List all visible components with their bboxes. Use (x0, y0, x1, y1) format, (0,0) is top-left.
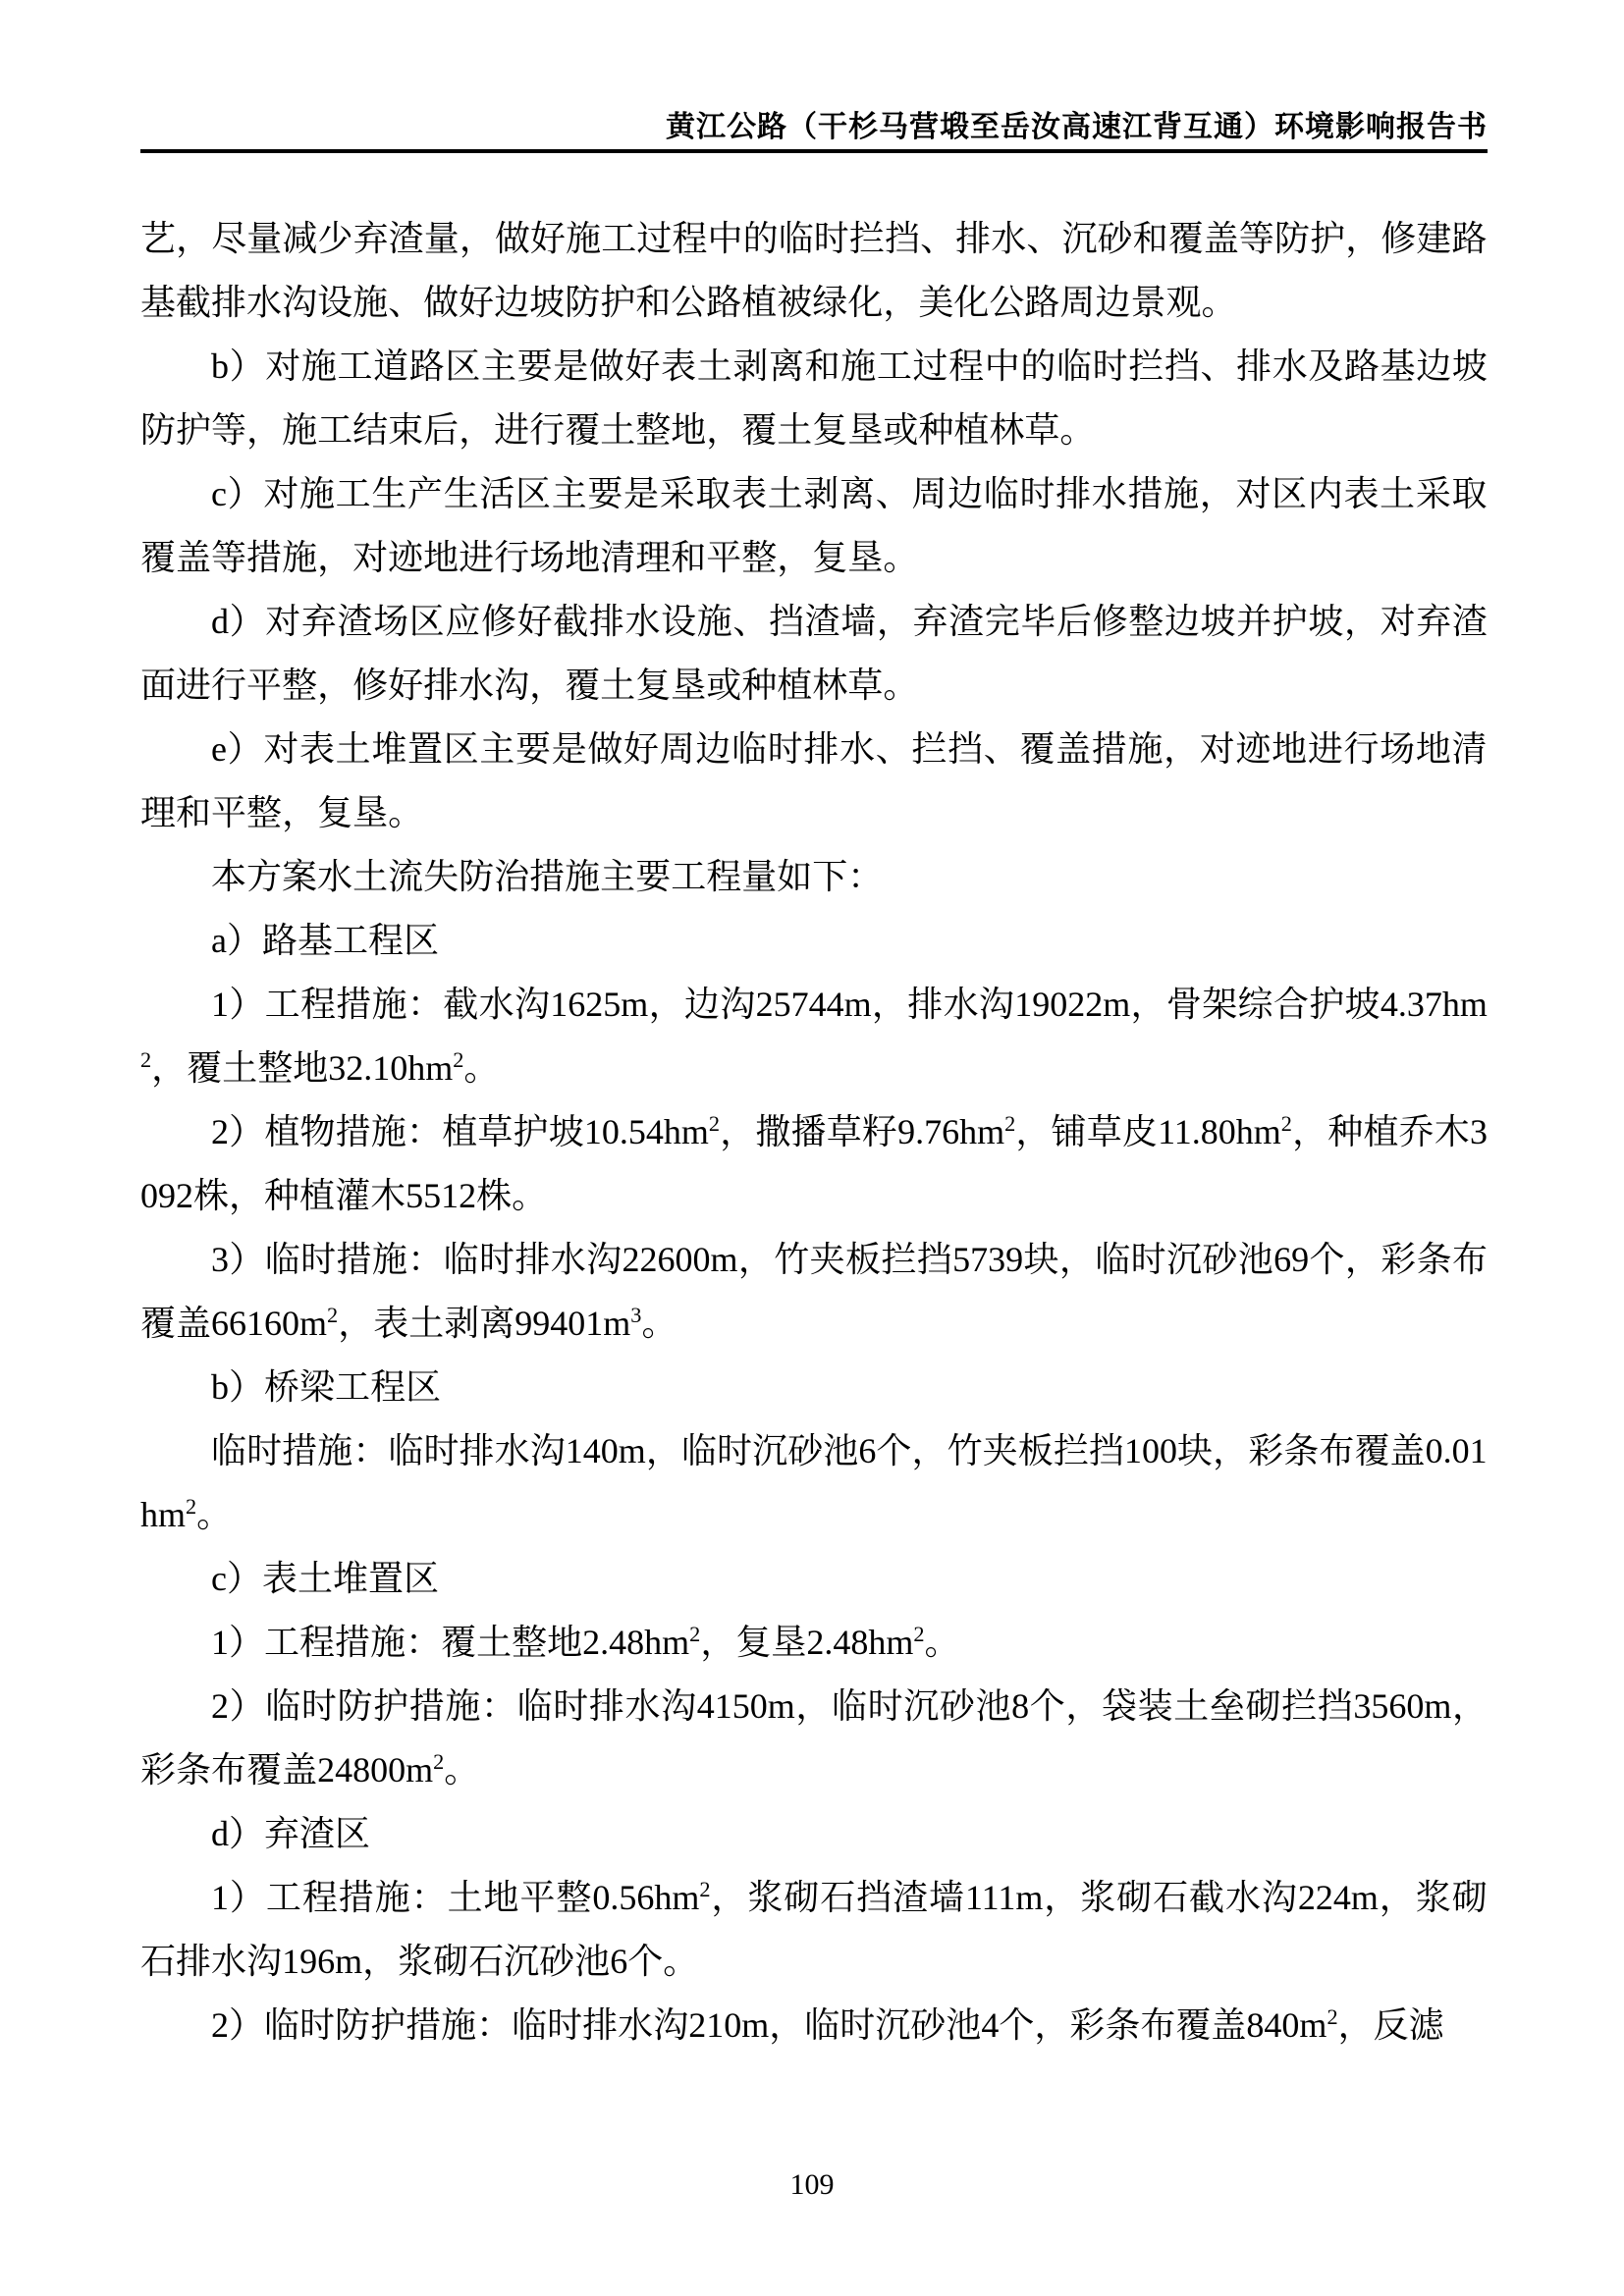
paragraph: 1）工程措施：截水沟1625m，边沟25744m，排水沟19022m，骨架综合护坡$4.37hm^2$，覆土整地$32.10hm^2$。 (140, 985, 1488, 1088)
page-footer (0, 2168, 1624, 2202)
superscript: 2 (327, 1303, 339, 1327)
superscript: 2 (1326, 2004, 1338, 2029)
paragraph: 本方案水土流失防治措施主要工程量如下： (211, 857, 884, 896)
paragraph: 2）植物措施：植草护坡$10.54hm^2$，撒播草籽$9.76hm^2$，铺草皮$11.80hm^2$，种植乔木3092株，种植灌木5512株。 (140, 1111, 1488, 1215)
paragraph: a）路基工程区 (211, 921, 440, 960)
superscript: 3 (630, 1303, 642, 1327)
paragraph: 临时措施：临时排水沟140m，临时沉砂池6个，竹夹板拦挡100块，彩条布覆盖$0.01hm^2$。 (140, 1431, 1488, 1534)
header-title: 黄江公路（干杉马营塅至岳汝高速江背互通）环境影响报告书 (666, 111, 1488, 143)
paragraph: d）对弃渣场区应修好截排水设施、挡渣墙，弃渣完毕后修整边坡并护坡，对弃渣面进行平整，修好排水沟，覆土复垦或种植林草。 (140, 602, 1488, 705)
paragraph: 艺，尽量减少弃渣量，做好施工过程中的临时拦挡、排水、沉砂和覆盖等防护，修建路基截排水沟设施、做好边坡防护和公路植被绿化，美化公路周边景观。 (140, 219, 1488, 322)
superscript: 2 (689, 1622, 701, 1646)
page-header (140, 0, 1488, 153)
superscript: 2 (708, 1111, 721, 1136)
paragraph: 2）临时防护措施：临时排水沟4150m，临时沉砂池8个，袋装土垒砌拦挡3560m，彩条布覆盖$24800m^2$。 (140, 1686, 1488, 1789)
paragraph: d）弃渣区 (211, 1814, 371, 1853)
superscript: 2 (699, 1877, 711, 1901)
paragraph: b）桥梁工程区 (211, 1367, 442, 1407)
document-body (140, 153, 1488, 2057)
superscript: 2 (1280, 1111, 1292, 1136)
superscript: 2 (913, 1622, 925, 1646)
paragraph: 2）临时防护措施：临时排水沟210m，临时沉砂池4个，彩条布覆盖$840m^2$，反滤 (211, 2004, 1444, 2045)
paragraph: c）对施工生产生活区主要是采取表土剥离、周边临时排水措施，对区内表土采取覆盖等措施，对迹地进行场地清理和平整，复垦。 (140, 474, 1488, 577)
page-number: 109 (789, 2168, 835, 2201)
superscript: 2 (186, 1494, 197, 1519)
paragraph: b）对施工道路区主要是做好表土剥离和施工过程中的临时拦挡、排水及路基边坡防护等，施工结束后，进行覆土整地，覆土复垦或种植林草。 (140, 347, 1488, 450)
paragraph: 3）临时措施：临时排水沟22600m，竹夹板拦挡5739块，临时沉砂池69个，彩条布覆盖$66160m^2$，表土剥离$99401m^3$。 (140, 1240, 1488, 1343)
paragraph: 1）工程措施：土地平整$0.56hm^2$，浆砌石挡渣墙111m，浆砌石截水沟224m，浆砌石排水沟196m，浆砌石沉砂池6个。 (140, 1877, 1488, 1981)
paragraph: e）对表土堆置区主要是做好周边临时排水、拦挡、覆盖措施，对迹地进行场地清理和平整，复垦。 (140, 729, 1488, 832)
superscript: 2 (453, 1047, 464, 1072)
paragraph: 1）工程措施：覆土整地$2.48hm^2$，复垦$2.48hm^2$。 (211, 1622, 960, 1662)
paragraph: c）表土堆置区 (211, 1559, 440, 1598)
superscript: 2 (1004, 1111, 1016, 1136)
superscript: 2 (433, 1749, 445, 1774)
superscript: 2 (140, 1047, 152, 1072)
